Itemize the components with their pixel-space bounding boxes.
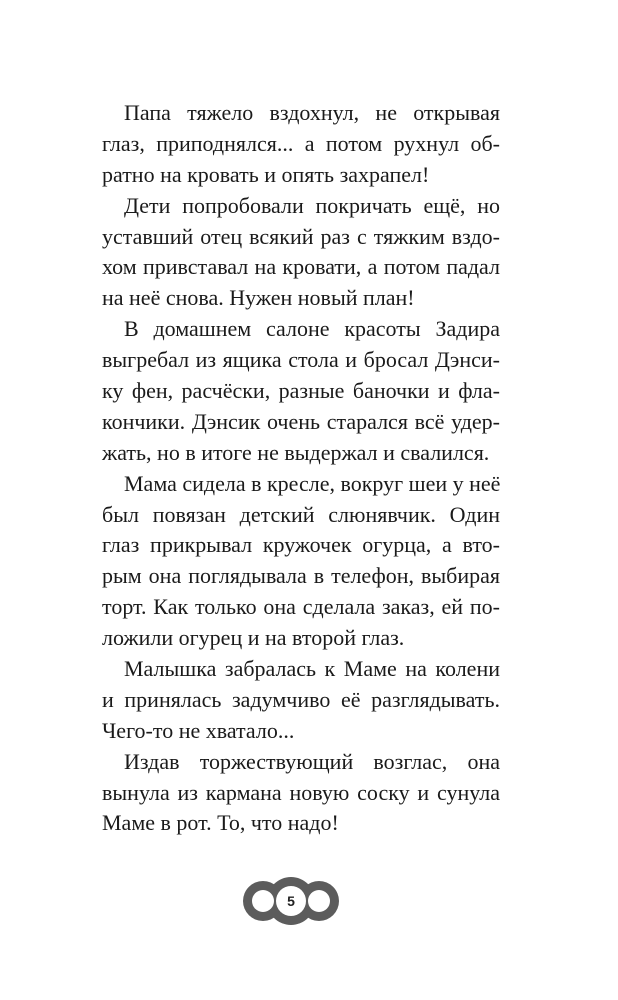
text-line: глаз прикрывал кружочек огурца, а вто- (102, 532, 500, 558)
text-line: Маме в рот. То, что надо! (102, 810, 339, 836)
text-line: ложили огурец и на второй глаз. (102, 625, 405, 651)
text-line: Папа тяжело вздохнул, не открывая (124, 100, 500, 125)
text-line: и принялась задумчиво её разглядывать. (102, 686, 500, 712)
text-line: глаз, приподнялся... а потом рухнул об- (102, 130, 500, 156)
text-line: ку фен, расчёски, разные баночки и фла- (102, 378, 500, 404)
text-line: жать, но в итоге не выдержал и свалился. (102, 439, 490, 465)
page-number: 5 (287, 893, 295, 909)
text-line: вынула из кармана новую соску и сунула (102, 779, 500, 805)
text-line: Издав торжествующий возглас, она (124, 748, 500, 774)
text-line: В домашнем салоне красоты Задира (124, 316, 500, 342)
text-line: выгребал из ящика стола и бросал Дэнси- (102, 347, 500, 373)
text-line: уставший отец всякий раз с тяжким вздо- (102, 223, 500, 249)
text-line: рым она поглядывала в телефон, выбирая (102, 563, 500, 589)
text-line: ратно на кровать и опять захрапел! (102, 161, 430, 187)
text-line: хом привставал на кровати, а потом падал (102, 254, 500, 280)
page-number-badge (240, 877, 342, 925)
text-line: торт. Как только она сделала заказ, ей по- (102, 594, 500, 620)
body-text (102, 98, 500, 839)
text-line: был повязан детский слюнявчик. Один (102, 501, 500, 527)
text-line: Чего-то не хватало... (102, 717, 295, 743)
text-line: на неё снова. Нужен новый план! (102, 285, 415, 311)
text-line: Малышка забралась к Маме на колени (124, 656, 500, 682)
text-line: Дети попробовали покричать ещё, но (124, 192, 500, 218)
text-line: кончики. Дэнсик очень старался всё удер- (102, 408, 500, 434)
text-line: Мама сидела в кресле, вокруг шеи у неё (124, 470, 501, 496)
